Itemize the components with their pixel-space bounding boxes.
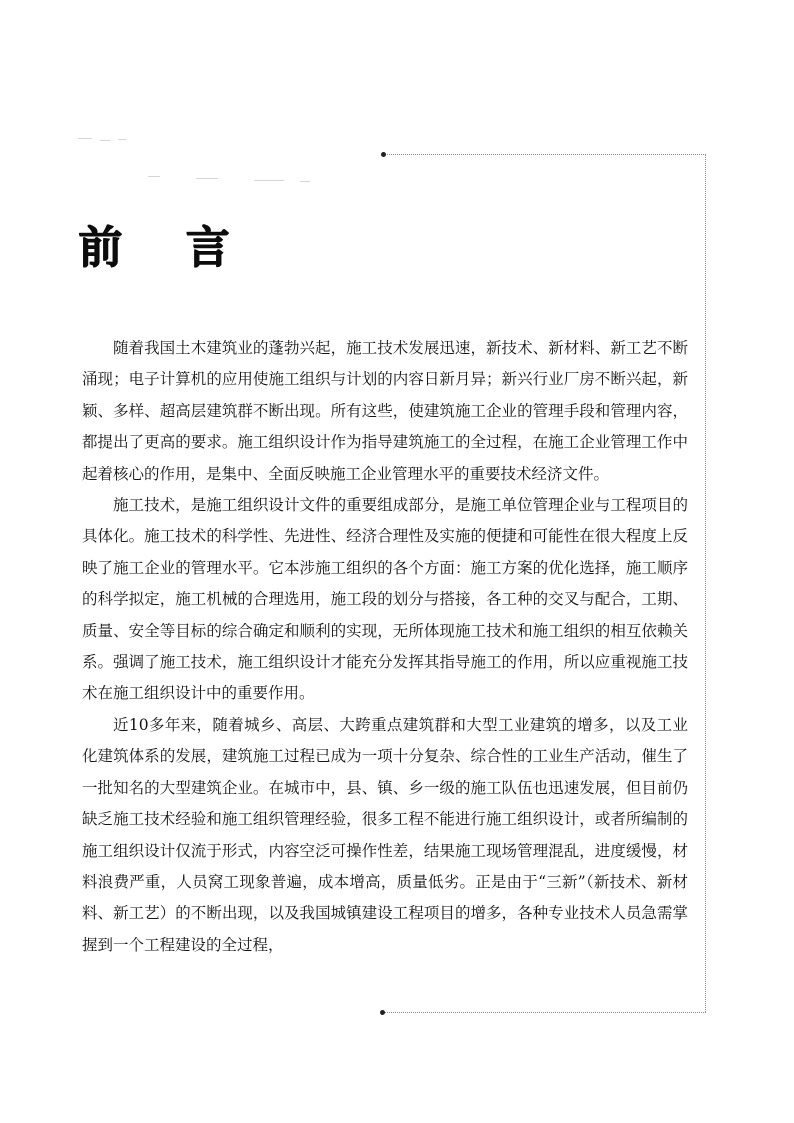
frame-corner-dot-bottom xyxy=(380,1010,385,1015)
frame-corner-dot-top xyxy=(381,152,386,157)
frame-top-border xyxy=(384,154,706,155)
page-heading: 前 言 xyxy=(78,222,254,273)
frame-bottom-border xyxy=(382,1012,706,1013)
paragraph-2: 施工技术，是施工组织设计文件的重要组成部分，是施工单位管理企业与工程项目的具体化。施工技术的科学性、先进性、经济合理性及实施的便捷和可能性在很大程度上反映了施工企业的管理水平。它本涉施工组织的各个方面：施工方案的优化选择，施工顺序的科学拟定，施工机械的合理选用，施工段的划分与搭接，各工种的交叉与配合，工期、质量、安全等目标的综合确定和顺利的实现，无所体现施工技术和施工组织的相互依赖关系。强调了施工技术，施工组织设计才能充分发挥其指导施工的作用，所以应重视施工技术在施工组织设计中的重要作用。 xyxy=(82,496,688,703)
paragraph-1: 随着我国土木建筑业的蓬勃兴起，施工技术发展迅速，新技术、新材料、新工艺不断涌现；电子计算机的应用使施工组织与计划的内容日新月异；新兴行业厂房不断兴起，新颖、多样、超高层建筑群不断出现。所有这些，使建筑施工企业的管理手段和管理内容，都提出了更高的要求。施工组织设计作为指导建筑施工的全过程，在施工企业管理工作中起着核心的作用，是集中、全面反映施工企业管理水平的重要技术经济文件。 xyxy=(82,339,688,483)
scan-artifact-marks xyxy=(78,138,338,198)
body-text xyxy=(82,333,688,961)
frame-right-border xyxy=(705,154,706,1012)
paragraph-3: 近10多年来，随着城乡、高层、大跨重点建筑群和大型工业建筑的增多，以及工业化建筑体系的发展，建筑施工过程已成为一项十分复杂、综合性的工业生产活动，催生了一批知名的大型建筑企业。在城市中，县、镇、乡一级的施工队伍也迅速发展，但目前仍缺乏施工技术经验和施工组织管理经验，很多工程不能进行施工组织设计，或者所编制的施工组织设计仅流于形式，内容空泛可操作性差，结果施工现场管理混乱，进度缓慢，材料浪费严重，人员窝工现象普遍，成本增高，质量低劣。正是由于“三新”（新技术、新材料、新工艺）的不断出现，以及我国城镇建设工程项目的增多，各种专业技术人员急需掌握到一个工程建设的全过程， xyxy=(82,715,688,954)
